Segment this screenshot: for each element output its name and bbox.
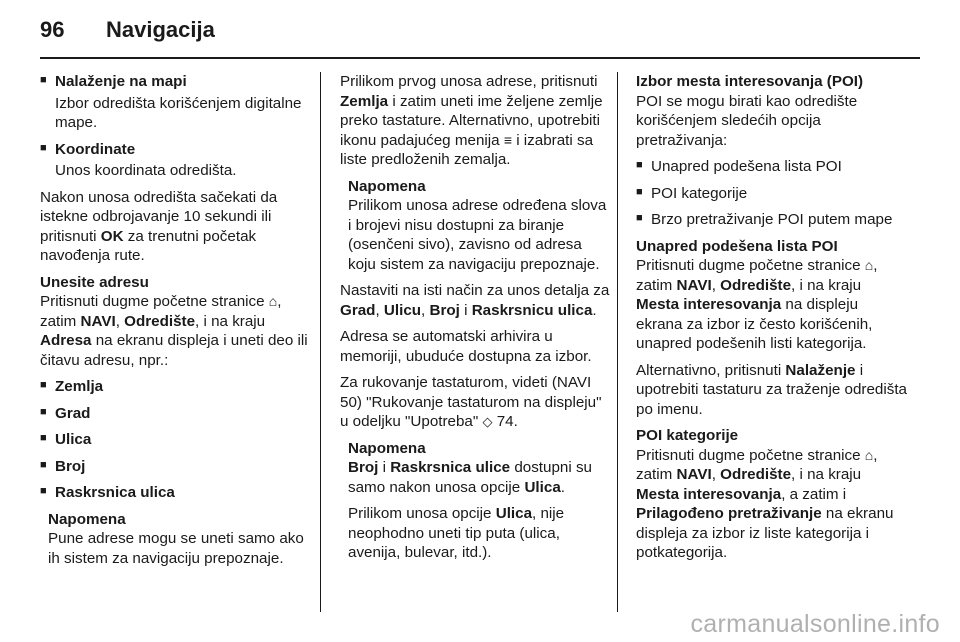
page-number: 96 (40, 17, 65, 42)
paragraph: Nastaviti na isti način za unos detalja za Grad, Ulicu, Broj i Raskrsnicu ulica. (340, 282, 610, 319)
paragraph: Pritisnuti dugme početne stranice ⌂, zatim NAVI, Odredište, i na kraju Mesta interesovanja na displeju ekrana za izbor iz često korišćenih, unapred podešenih listi kategorija. (636, 257, 878, 352)
column-2 (340, 72, 612, 570)
note-text: Pune adrese mogu se uneti samo ako ih sistem za navigaciju prepoznaje. (48, 530, 304, 567)
section-heading: Unesite adresu (40, 273, 149, 291)
note-text: Prilikom unosa adrese određena slova i brojevi nisu dostupni za biranje (osenčeni sivo), zavisno od adresa koju sistem za navigaciju prepoznaje. (348, 197, 607, 273)
list-item: ■ POI kategorije (636, 184, 908, 204)
list-item: ■ Ulica (40, 430, 312, 450)
home-icon: ⌂ (268, 293, 278, 309)
note-text: Broj i Raskrsnica ulice dostupni su samo nakon unosa opcije Ulica. (348, 459, 592, 496)
list-item-description: Unos koordinata odredišta. (55, 162, 237, 179)
paragraph: Adresa se automatski arhivira u memoriji, ubuduće dostupna za izbor. (340, 328, 592, 365)
note-title: Napomena (348, 439, 426, 457)
note-box (40, 510, 312, 569)
list-item: ■ Broj (40, 457, 312, 477)
page-title: Navigacija (106, 17, 215, 42)
list-item: ■ Zemlja (40, 377, 312, 397)
note-box (340, 439, 612, 563)
dropdown-menu-icon: ≡ (503, 131, 512, 148)
section-heading: Unapred podešena lista POI (636, 237, 838, 255)
section-heading: Izbor mesta interesovanja (POI) (636, 73, 864, 90)
paragraph: Pritisnuti dugme početne stranice ⌂, zatim NAVI, Odredište, i na kraju Adresa na ekranu displeja i uneti deo ili čitavu adresu, npr.: (40, 293, 308, 369)
home-icon: ⌂ (864, 446, 874, 463)
list-item-description: Izbor odredišta korišćenjem digitalne mape. (55, 94, 302, 131)
column-1 (40, 72, 312, 575)
header-rule (40, 57, 920, 59)
note-box (340, 177, 612, 275)
list-item: ■ Grad (40, 404, 312, 424)
paragraph: Nakon unosa odredišta sačekati da istekne odbrojavanje 10 sekundi ili pritisnuti OK za trenutni početak navođenja rute. (40, 188, 278, 264)
note-title: Napomena (48, 510, 126, 528)
note-title: Napomena (348, 177, 426, 195)
paragraph: Alternativno, pritisnuti Nalaženje i upotrebiti tastaturu za traženje odredišta po imenu. (636, 361, 908, 418)
list-item: ■ Unapred podešena lista POI (636, 157, 908, 177)
column-divider-2 (617, 72, 618, 612)
watermark: carmanualsonline.info (690, 609, 940, 638)
list-item: ■ Koordinate (40, 140, 312, 160)
reference-arrow-icon: ◇ (482, 414, 493, 429)
paragraph: Prilikom prvog unosa adrese, pritisnuti Zemlja i zatim uneti ime željene zemlje preko tastature. Alternativno, upotrebiti ikonu padajućeg menija ≡ i izabrati sa liste predloženih zemalja. (340, 73, 603, 168)
column-divider-1 (320, 72, 321, 612)
list-item: ■ Nalaženje na mapi (40, 72, 312, 92)
home-icon: ⌂ (864, 257, 874, 273)
paragraph: Za rukovanje tastaturom, videti (NAVI 50) "Rukovanje tastaturom na displeju" u odeljku "Upotreba" ◇ 74. (340, 374, 602, 430)
section-heading: POI kategorije (636, 427, 739, 444)
column-3 (636, 72, 908, 570)
paragraph: Pritisnuti dugme početne stranice ⌂, zatim NAVI, Odredište, i na kraju Mesta interesovanja, a zatim i Prilagođeno pretraživanje na ekranu displeja za izbor iz liste kategorija i potkategorija. (636, 446, 894, 561)
note-text: Prilikom unosa opcije Ulica, nije neophodno uneti tip puta (ulica, avenija, bulevar, itd.). (348, 505, 565, 561)
list-item: ■ Brzo pretraživanje POI putem mape (636, 210, 908, 230)
paragraph: POI se mogu birati kao odredište korišćenjem sledećih opcija pretraživanja: (636, 92, 858, 149)
list-item: ■ Raskrsnica ulica (40, 483, 312, 503)
